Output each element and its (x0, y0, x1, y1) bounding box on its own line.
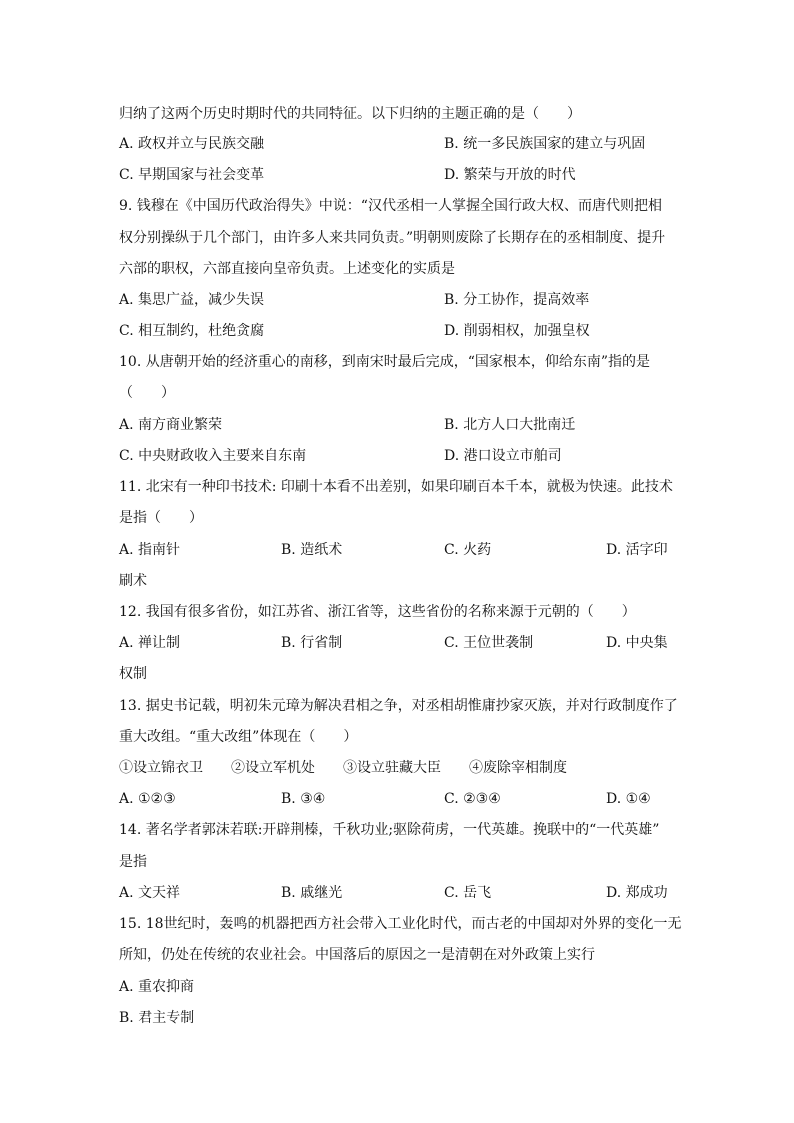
q13-line-2: 重大改组。“重大改组”体现在（ ） (119, 729, 358, 745)
q9-option-a: A. 集思广益，减少失误 (119, 292, 265, 308)
q11-option-d-wrap: 刷术 (119, 573, 147, 589)
q9-option-c: C. 相互制约，杜绝贪腐 (119, 323, 265, 339)
q10-line-1: 10. 从唐朝开始的经济重心的南移，到南宋时最后完成，“国家根本，仰给东南”指的是 (119, 354, 651, 370)
q13-line-1: 13. 据史书记载，明初朱元璋为解决君相之争，对丞相胡惟庸抄家灭族，并对行政制度作了 (119, 698, 678, 714)
q14-option-a: A. 文天祥 (119, 885, 181, 901)
q15-option-a: A. 重农抑商 (119, 979, 195, 995)
q13-option-d: D. ①④ (606, 791, 651, 807)
q13-option-b: B. ③④ (281, 791, 326, 807)
q9-option-d: D. 削弱相权，加强皇权 (444, 323, 590, 339)
q8-option-b: B. 统一多民族国家的建立与巩固 (444, 136, 646, 152)
q12-option-c: C. 王位世袭制 (444, 635, 534, 651)
q8-option-a: A. 政权并立与民族交融 (119, 136, 265, 152)
q8-option-d: D. 繁荣与开放的时代 (444, 167, 576, 183)
q14-option-b: B. 戚继光 (281, 885, 343, 901)
q15-line-1: 15. 18世纪时，轰鸣的机器把西方社会带入工业化时代，而古老的中国却对外界的变化一无 (119, 916, 682, 932)
q10-option-b: B. 北方人口大批南迁 (444, 417, 576, 433)
q12-option-d: D. 中央集 (606, 635, 668, 651)
q11-line-2: 是指（ ） (119, 510, 203, 526)
q8-stem: 归纳了这两个历史时期时代的共同特征。以下归纳的主题正确的是（ ） (119, 106, 581, 122)
q12-option-d-wrap: 权制 (119, 666, 147, 682)
q11-option-a: A. 指南针 (119, 542, 181, 558)
q10-line-2: （ ） (119, 385, 175, 401)
q9-option-b: B. 分工协作，提高效率 (444, 292, 590, 308)
q14-line-1: 14. 著名学者郭沫若联:开辟荆榛，千秋功业;驱除荷虏，一代英雄。挽联中的“一代英雄” (119, 822, 660, 838)
q10-option-a: A. 南方商业繁荣 (119, 417, 223, 433)
q12-line-1: 12. 我国有很多省份，如江苏省、浙江省等，这些省份的名称来源于元朝的（ ） (119, 604, 636, 620)
q9-line-3: 六部的职权，六部直接向皇帝负责。上述变化的实质是 (119, 261, 455, 277)
q9-line-2: 权分别操纵于几个部门，由许多人来共同负责。”明朝则废除了长期存在的丞相制度、提升 (119, 230, 666, 246)
q11-option-c: C. 火药 (444, 542, 492, 558)
q13-option-a: A. ①②③ (119, 791, 176, 807)
q14-option-c: C. 岳飞 (444, 885, 492, 901)
q10-option-c: C. 中央财政收入主要来自东南 (119, 448, 307, 464)
q13-option-c: C. ②③④ (444, 791, 501, 807)
q11-line-1: 11. 北宋有一种印书技术: 印刷十本看不出差别，如果印刷百本千本，就极为快速。此技术 (119, 479, 673, 495)
q8-option-c: C. 早期国家与社会变革 (119, 167, 265, 183)
q13-items: ①设立锦衣卫 ②设立军机处 ③设立驻藏大臣 ④废除宰相制度 (119, 760, 567, 776)
q14-option-d: D. 郑成功 (606, 885, 668, 901)
q11-option-d: D. 活字印 (606, 542, 668, 558)
q12-option-b: B. 行省制 (281, 635, 343, 651)
q15-option-b: B. 君主专制 (119, 1010, 195, 1026)
q10-option-d: D. 港口设立市舶司 (444, 448, 562, 464)
q14-line-2: 是指 (119, 854, 147, 870)
q11-option-b: B. 造纸术 (281, 542, 343, 558)
q12-option-a: A. 禅让制 (119, 635, 181, 651)
q15-line-2: 所知，仍处在传统的农业社会。中国落后的原因之一是清朝在对外政策上实行 (119, 947, 595, 963)
q9-line-1: 9. 钱穆在《中国历代政治得失》中说：“汉代丞相一人掌握全国行政大权、而唐代则把相 (119, 198, 662, 214)
